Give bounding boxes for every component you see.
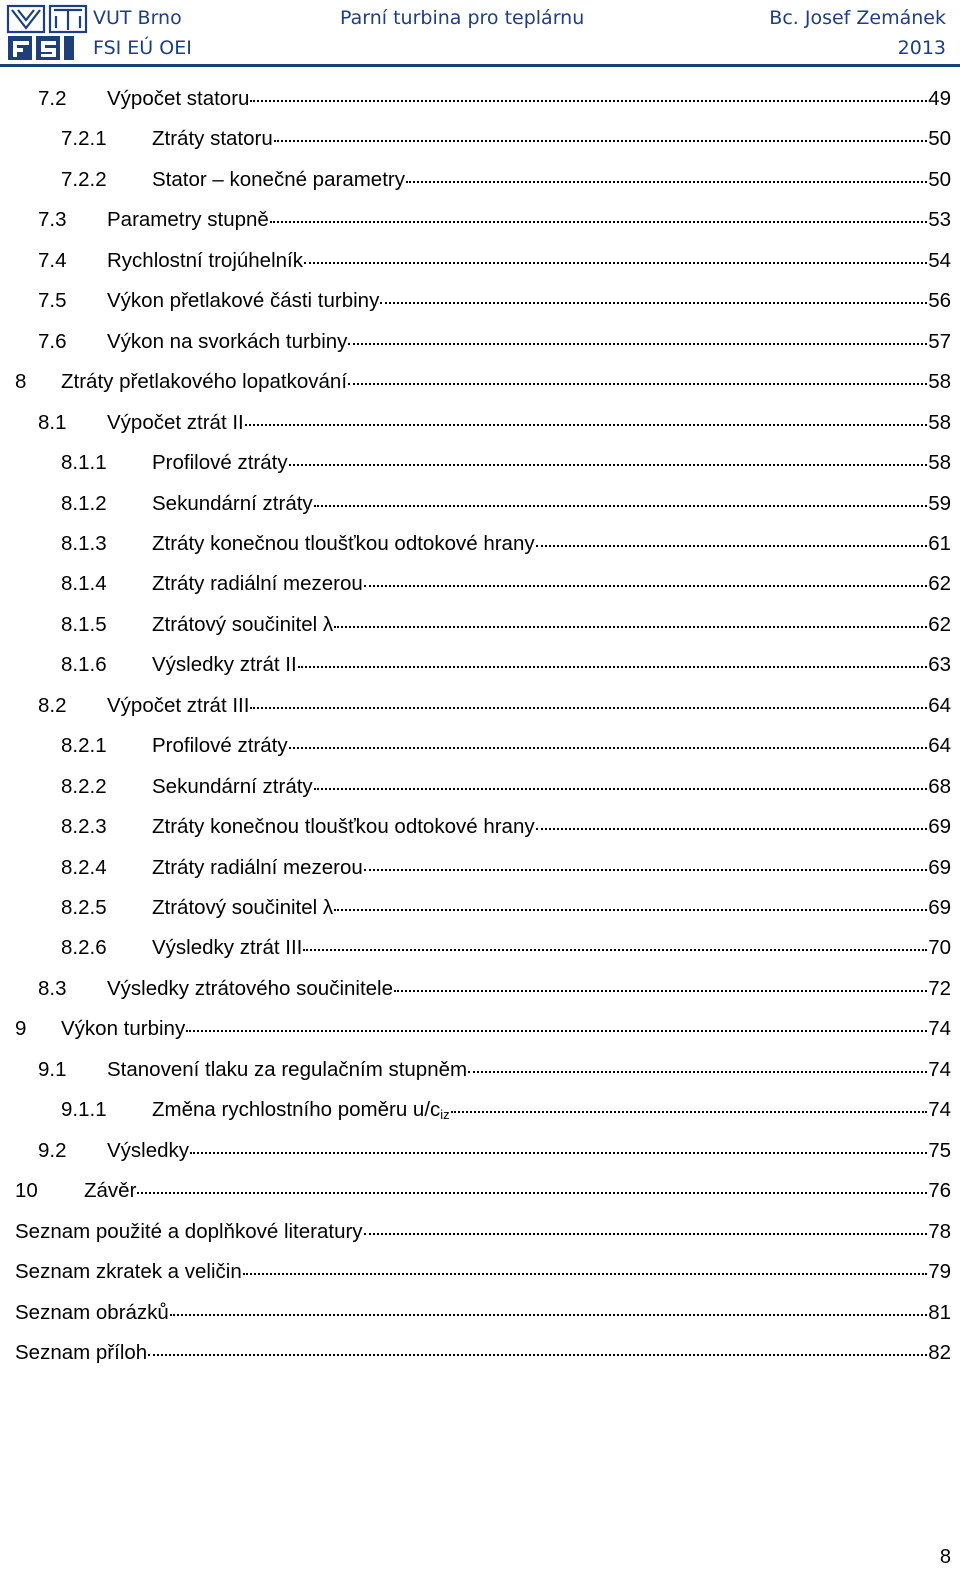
toc-entry-title — [107, 205, 269, 235]
toc-entry[interactable] — [61, 124, 951, 154]
toc-entry-title — [152, 165, 405, 195]
toc-entry-title — [152, 853, 363, 883]
toc-dot-leader — [536, 545, 928, 547]
toc-entry-title — [15, 1338, 147, 1368]
toc-entry-title — [152, 893, 333, 923]
toc-entry-title — [152, 1095, 450, 1130]
toc-dot-leader — [334, 626, 927, 628]
toc-entry-number: 9.2 — [38, 1138, 67, 1162]
toc-entry-page: 56 — [928, 289, 951, 313]
toc-entry-number: 8.2.6 — [61, 936, 107, 960]
header-year: 2013 — [897, 37, 946, 59]
toc-entry-title — [152, 731, 288, 761]
page-number: 8 — [939, 1546, 951, 1568]
header-institution: VUT Brno — [93, 7, 182, 29]
toc-entry[interactable] — [38, 286, 951, 316]
toc-entry-title-text: Ztrátový součinitel λ — [152, 896, 334, 919]
toc-entry[interactable] — [38, 974, 951, 1004]
toc-entry[interactable] — [38, 327, 951, 357]
toc-entry-page: 50 — [928, 167, 951, 191]
toc-dot-leader — [314, 788, 928, 790]
toc-entry[interactable] — [15, 367, 951, 397]
toc-dot-leader — [250, 707, 927, 709]
toc-entry[interactable] — [61, 772, 951, 802]
toc-entry-number: 9.1.1 — [61, 1098, 107, 1122]
toc-entry-number: 9.1 — [38, 1057, 67, 1081]
toc-entry-title — [107, 1055, 467, 1085]
toc-dot-leader — [348, 383, 927, 385]
toc-entry[interactable] — [61, 853, 951, 883]
toc-entry-page: 64 — [928, 734, 951, 758]
toc-entry-page: 69 — [928, 855, 951, 879]
toc-entry-title-text: Výpočet ztrát III — [107, 693, 250, 717]
toc-entry-title — [61, 367, 347, 397]
toc-entry[interactable] — [38, 84, 951, 114]
toc-entry-number: 8.2.1 — [61, 734, 107, 758]
toc-entry-page: 72 — [928, 976, 951, 1000]
toc-entry[interactable] — [61, 1095, 951, 1125]
toc-entry-number: 8.1 — [38, 410, 67, 434]
toc-dot-leader — [380, 302, 927, 304]
header-department: FSI EÚ OEI — [93, 37, 192, 59]
toc-entry-page: 50 — [928, 127, 951, 151]
toc-entry[interactable] — [61, 893, 951, 923]
toc-entry[interactable] — [61, 812, 951, 842]
toc-entry-title-subscript: iz — [440, 1107, 450, 1123]
toc-entry-number: 10 — [15, 1179, 38, 1203]
toc-dot-leader — [364, 585, 927, 587]
vut-fsi-logo-icon — [6, 4, 90, 62]
toc-entry[interactable] — [38, 408, 951, 438]
toc-entry-number: 7.3 — [38, 208, 67, 232]
toc-entry-title — [152, 569, 363, 599]
toc-entry[interactable] — [61, 731, 951, 761]
toc-entry-title-text: Výkon přetlakové části turbiny — [107, 289, 380, 313]
toc-dot-leader — [394, 990, 927, 992]
toc-entry[interactable] — [61, 933, 951, 963]
toc-entry-number: 8.2 — [38, 693, 67, 717]
toc-entry-title-text: Výpočet statoru — [107, 87, 250, 110]
toc-entry-title — [15, 1298, 169, 1328]
toc-entry-page: 74 — [928, 1098, 951, 1122]
toc-entry-title — [152, 933, 302, 963]
toc-entry-page: 75 — [928, 1138, 951, 1162]
toc-entry-number: 7.2.1 — [61, 127, 107, 151]
toc-entry-title-text: Výsledky ztrát III — [152, 936, 303, 960]
toc-dot-leader — [170, 1314, 927, 1316]
toc-entry-title — [107, 1136, 189, 1166]
toc-entry-title-text: Ztráty konečnou tloušťkou odtokové hrany — [152, 815, 535, 839]
toc-entry-page: 74 — [928, 1057, 951, 1081]
toc-entry-page: 76 — [928, 1179, 951, 1203]
toc-entry-number: 7.2.2 — [61, 167, 107, 191]
toc-entry-title — [152, 772, 313, 802]
toc-entry-number: 8.1.6 — [61, 653, 107, 677]
toc-dot-leader — [148, 1354, 927, 1356]
toc-entry-page: 53 — [928, 208, 951, 232]
toc-entry-number: 8.2.4 — [61, 855, 107, 879]
toc-dot-leader — [364, 869, 927, 871]
toc-entry-page: 79 — [928, 1260, 951, 1284]
toc-entry-number: 9 — [15, 1017, 27, 1041]
toc-entry-title — [152, 489, 313, 519]
toc-entry-title — [152, 124, 273, 154]
toc-entry-number: 8.2.5 — [61, 896, 107, 919]
toc-entry[interactable] — [15, 1338, 951, 1368]
toc-entry-number: 8.1.1 — [61, 451, 107, 475]
toc-dot-leader — [406, 181, 927, 183]
toc-entry-title-text: Změna rychlostního poměru u/c — [152, 1098, 441, 1122]
toc-entry-title-text: Ztráty statoru — [152, 127, 273, 151]
toc-entry[interactable] — [38, 691, 951, 721]
toc-entry[interactable] — [15, 1176, 951, 1206]
page-header — [0, 0, 960, 68]
toc-entry-number: 7.5 — [38, 289, 67, 313]
toc-entry[interactable] — [61, 448, 951, 478]
toc-entry-title — [107, 84, 249, 114]
toc-dot-leader — [314, 505, 928, 507]
toc-entry-number: 7.4 — [38, 248, 67, 272]
toc-entry-number: 7.2 — [38, 87, 67, 110]
toc-entry-number: 8.1.2 — [61, 491, 107, 515]
toc-entry-number: 8 — [15, 370, 27, 394]
toc-entry-title — [152, 529, 535, 559]
toc-dot-leader — [303, 949, 927, 951]
toc-entry-page: 69 — [928, 896, 951, 919]
toc-entry-title-text: Ztráty konečnou tloušťkou odtokové hrany — [152, 531, 535, 555]
toc-entry-page: 68 — [928, 774, 951, 798]
toc-entry-title-text: Seznam obrázků — [15, 1300, 169, 1324]
toc-entry-number: 8.3 — [38, 976, 67, 1000]
toc-entry-page: 58 — [928, 451, 951, 475]
toc-entry-page: 78 — [928, 1219, 951, 1243]
toc-dot-leader — [186, 1030, 927, 1032]
toc-entry[interactable] — [15, 1298, 951, 1328]
toc-entry-page: 59 — [928, 491, 951, 515]
toc-dot-leader — [348, 343, 927, 345]
toc-entry[interactable] — [15, 1217, 951, 1247]
toc-entry-title-text: Ztráty radiální mezerou — [152, 855, 363, 879]
toc-entry-title — [152, 610, 333, 640]
toc-entry-title-text: Sekundární ztráty — [152, 491, 313, 515]
toc-entry[interactable] — [61, 489, 951, 519]
toc-entry-title — [107, 246, 303, 276]
toc-dot-leader — [304, 262, 927, 264]
toc-entry-title-text: Stanovení tlaku za regulačním stupněm — [107, 1057, 468, 1081]
toc-entry-page: 64 — [928, 693, 951, 717]
toc-entry-page: 81 — [928, 1300, 951, 1324]
toc-entry-page: 63 — [928, 653, 951, 677]
toc-entry-title — [152, 448, 288, 478]
toc-entry-page: 58 — [928, 370, 951, 394]
toc-entry-page: 70 — [928, 936, 951, 960]
toc-entry-page: 61 — [928, 531, 951, 555]
toc-entry-title-text: Rychlostní trojúhelník — [107, 248, 303, 272]
header-title: Parní turbina pro teplárnu — [340, 7, 585, 29]
toc-dot-leader — [289, 464, 928, 466]
toc-entry[interactable] — [38, 246, 951, 276]
toc-entry[interactable] — [15, 1257, 951, 1287]
toc-dot-leader — [451, 1111, 928, 1113]
toc-dot-leader — [245, 424, 927, 426]
toc-entry-title — [152, 812, 535, 842]
toc-entry-title-text: Sekundární ztráty — [152, 774, 313, 798]
toc-dot-leader — [250, 100, 927, 102]
toc-dot-leader — [137, 1192, 927, 1194]
toc-entry-title-text: Parametry stupně — [107, 208, 269, 232]
toc-entry-title — [107, 327, 347, 357]
toc-entry[interactable] — [61, 650, 951, 680]
header-divider — [0, 64, 960, 67]
toc-dot-leader — [334, 909, 927, 911]
toc-entry[interactable] — [38, 1136, 951, 1166]
toc-entry-title-text: Profilové ztráty — [152, 734, 288, 758]
toc-entry-page: 58 — [928, 410, 951, 434]
toc-dot-leader — [468, 1071, 927, 1073]
toc-entry-title — [84, 1176, 136, 1206]
toc-entry-page: 82 — [928, 1340, 951, 1364]
toc-dot-leader — [243, 1273, 927, 1275]
toc-entry-page: 49 — [928, 87, 951, 110]
toc-entry-title — [61, 1014, 185, 1044]
header-author: Bc. Josef Zemánek — [769, 7, 946, 29]
toc-entry-title — [107, 691, 249, 721]
toc-entry[interactable] — [61, 569, 951, 599]
toc-entry-title-text: Výkon na svorkách turbiny — [107, 329, 348, 353]
toc-entry-title-text: Výpočet ztrát II — [107, 410, 244, 434]
toc-dot-leader — [270, 221, 927, 223]
toc-entry-title — [15, 1217, 363, 1247]
toc-entry-number: 7.6 — [38, 329, 67, 353]
toc-entry-title — [152, 650, 297, 680]
toc-entry-title-text: Výsledky ztrátového součinitele — [107, 976, 394, 1000]
toc-entry-title — [107, 286, 379, 316]
toc-entry-title-text: Výsledky ztrát II — [152, 653, 297, 677]
toc-entry-title-text: Výkon turbiny — [61, 1017, 186, 1041]
toc-dot-leader — [298, 666, 928, 668]
toc-entry-title-text: Ztráty přetlakového lopatkování — [61, 370, 348, 394]
toc-entry-title-text: Profilové ztráty — [152, 451, 288, 475]
toc-entry[interactable] — [38, 1055, 951, 1085]
toc-entry-title — [107, 974, 393, 1004]
toc-entry-number: 8.1.5 — [61, 612, 107, 636]
toc-entry-page: 62 — [928, 572, 951, 596]
toc-dot-leader — [536, 828, 928, 830]
toc-entry[interactable] — [38, 205, 951, 235]
toc-entry-title-text: Seznam použité a doplňkové literatury — [15, 1219, 363, 1243]
toc-entry[interactable] — [61, 610, 951, 640]
toc-entry-number: 8.2.3 — [61, 815, 107, 839]
toc-entry-number: 8.1.3 — [61, 531, 107, 555]
toc-entry-title-text: Stator – konečné parametry — [152, 167, 405, 191]
toc-dot-leader — [364, 1233, 928, 1235]
toc-entry[interactable] — [61, 529, 951, 559]
toc-entry-title-text: Ztrátový součinitel λ — [152, 612, 334, 636]
toc-entry-title — [107, 408, 244, 438]
toc-entry-page: 57 — [928, 329, 951, 353]
toc-entry-page: 74 — [928, 1017, 951, 1041]
toc-entry-page: 54 — [928, 248, 951, 272]
toc-entry-title-text: Ztráty radiální mezerou — [152, 572, 363, 596]
toc-entry-title-text: Seznam zkratek a veličin — [15, 1260, 242, 1284]
toc-entry-page: 69 — [928, 815, 951, 839]
toc-dot-leader — [274, 140, 927, 142]
toc-entry-number: 8.1.4 — [61, 572, 107, 596]
toc-entry-page: 62 — [928, 612, 951, 636]
toc-entry-title — [15, 1257, 242, 1287]
toc-entry[interactable] — [61, 165, 951, 195]
toc-entry-title-text: Seznam příloh — [15, 1340, 148, 1364]
toc-dot-leader — [190, 1152, 927, 1154]
toc-entry[interactable] — [15, 1014, 951, 1044]
toc-entry-number: 8.2.2 — [61, 774, 107, 798]
toc-dot-leader — [289, 747, 928, 749]
toc-entry-title-text: Výsledky — [107, 1138, 190, 1162]
toc-entry-title-text: Závěr — [84, 1179, 137, 1203]
